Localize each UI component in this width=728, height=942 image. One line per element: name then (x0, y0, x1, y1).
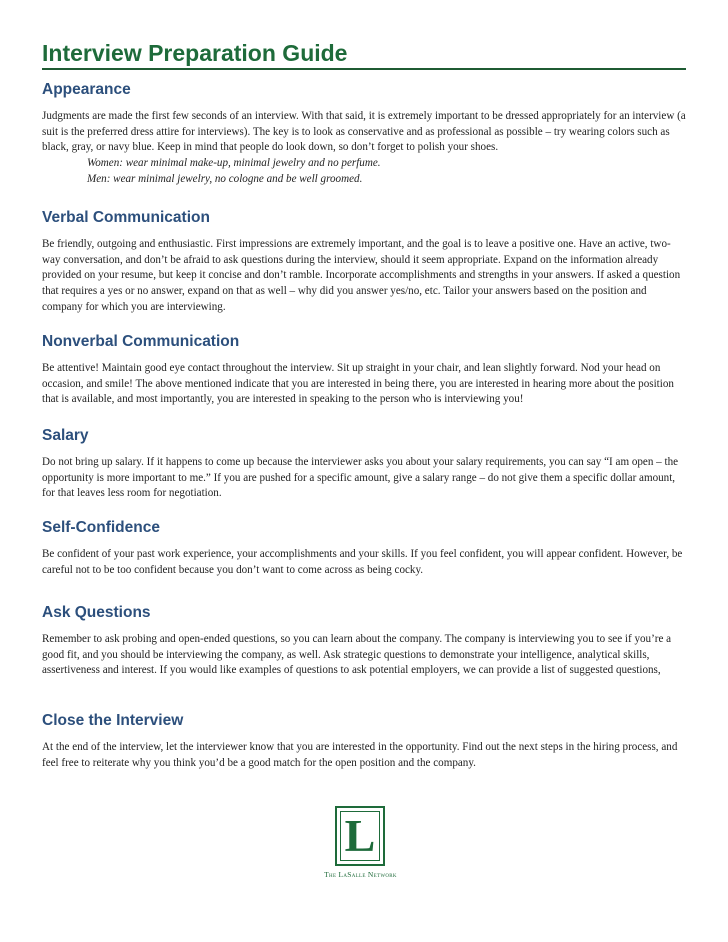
section-heading-nonverbal: Nonverbal Communication (42, 333, 240, 350)
document-content (42, 80, 686, 791)
appearance-women-note: Women: wear minimal make-up, minimal jewelry and no perfume. (87, 157, 381, 170)
section-nonverbal (42, 332, 686, 426)
company-logo (313, 806, 408, 884)
section-heading-salary: Salary (42, 427, 89, 444)
logo-emblem (335, 806, 385, 866)
section-heading-verbal: Verbal Communication (42, 209, 210, 226)
section-body-nonverbal: Be attentive! Maintain good eye contact throughout the interview. Sit up straight in your chair, and lean slightly forward. Nod your head on occasion, and smile! The above mentioned indicate that you are interested in being there, you are interested in hearing more about the position that is available, and most importantly, you are interested in speaking to the person who is interviewing you! (42, 362, 674, 406)
section-heading-ask-questions: Ask Questions (42, 604, 151, 621)
appearance-men-note: Men: wear minimal jewelry, no cologne and be well groomed. (87, 172, 363, 185)
section-body-self-confidence: Be confident of your past work experience, your accomplishments and your skills. If you feel confident, you will appear confident. However, be careful not to be too confident because you don’t want to come across as being cocky. (42, 548, 683, 576)
section-body-verbal: Be friendly, outgoing and enthusiastic. First impressions are extremely important, and the goal is to leave a positive one. Have an active, two-way conversation, and don’t be afraid to ask questions during the interview, should it seem appropriate. Expand on the information already provided on your resume, but keep it concise and don’t ramble. Incorporate accomplishments and strengths in your answers. If asked a question that requires a yes or no answer, expand on that as well – why did you answer yes/no, etc. Tailor your answers based on the position and company for which you are interviewing. (42, 238, 681, 313)
section-appearance (42, 80, 686, 208)
section-body-salary: Do not bring up salary. If it happens to come up because the interviewer asks you about your salary requirements, you can say “I am open – the opportunity is more important to me.” If you are pushed for a specific amount, give a salary range – do not give them a specific dollar amount, for that leaves less room for negotiation. (42, 456, 679, 500)
section-salary (42, 426, 686, 518)
section-body-appearance: Judgments are made the first few seconds of an interview. With that said, it is extremely important to be dressed appropriately for an interview (a suit is the preferred dress attire for interviews). The key is to look as conservative and as professional as possible – try wearing colors such as black, gray, or navy blue. Keep in mind that people do look down, so don’t forget to polish your shoes. (42, 110, 686, 154)
section-body-close: At the end of the interview, let the interviewer know that you are interested in the opportunity. Find out the next steps in the hiring process, and feel free to reiterate why you think you’d be a good match for the open position and the company. (42, 741, 678, 769)
page-title: Interview Preparation Guide (42, 40, 348, 66)
logo-company-name: The LaSalle Network (324, 870, 397, 879)
section-heading-close: Close the Interview (42, 712, 184, 729)
logo-letter: L (344, 810, 376, 861)
section-close (42, 711, 686, 791)
title-bar (42, 38, 686, 70)
section-heading-appearance: Appearance (42, 81, 131, 98)
section-body-ask-questions: Remember to ask probing and open-ended questions, so you can learn about the company. The company is interviewing you to see if you’re a good fit, and you should be interviewing the company, as well. Ask strategic questions to demonstrate your intelligence, analytical skills, assertiveness and interest. If you would like examples of questions to ask potential employers, we can provide a list of suggested questions, (42, 633, 672, 677)
section-ask-questions (42, 603, 686, 711)
section-heading-self-confidence: Self-Confidence (42, 519, 160, 536)
section-verbal (42, 208, 686, 332)
section-self-confidence (42, 518, 686, 603)
